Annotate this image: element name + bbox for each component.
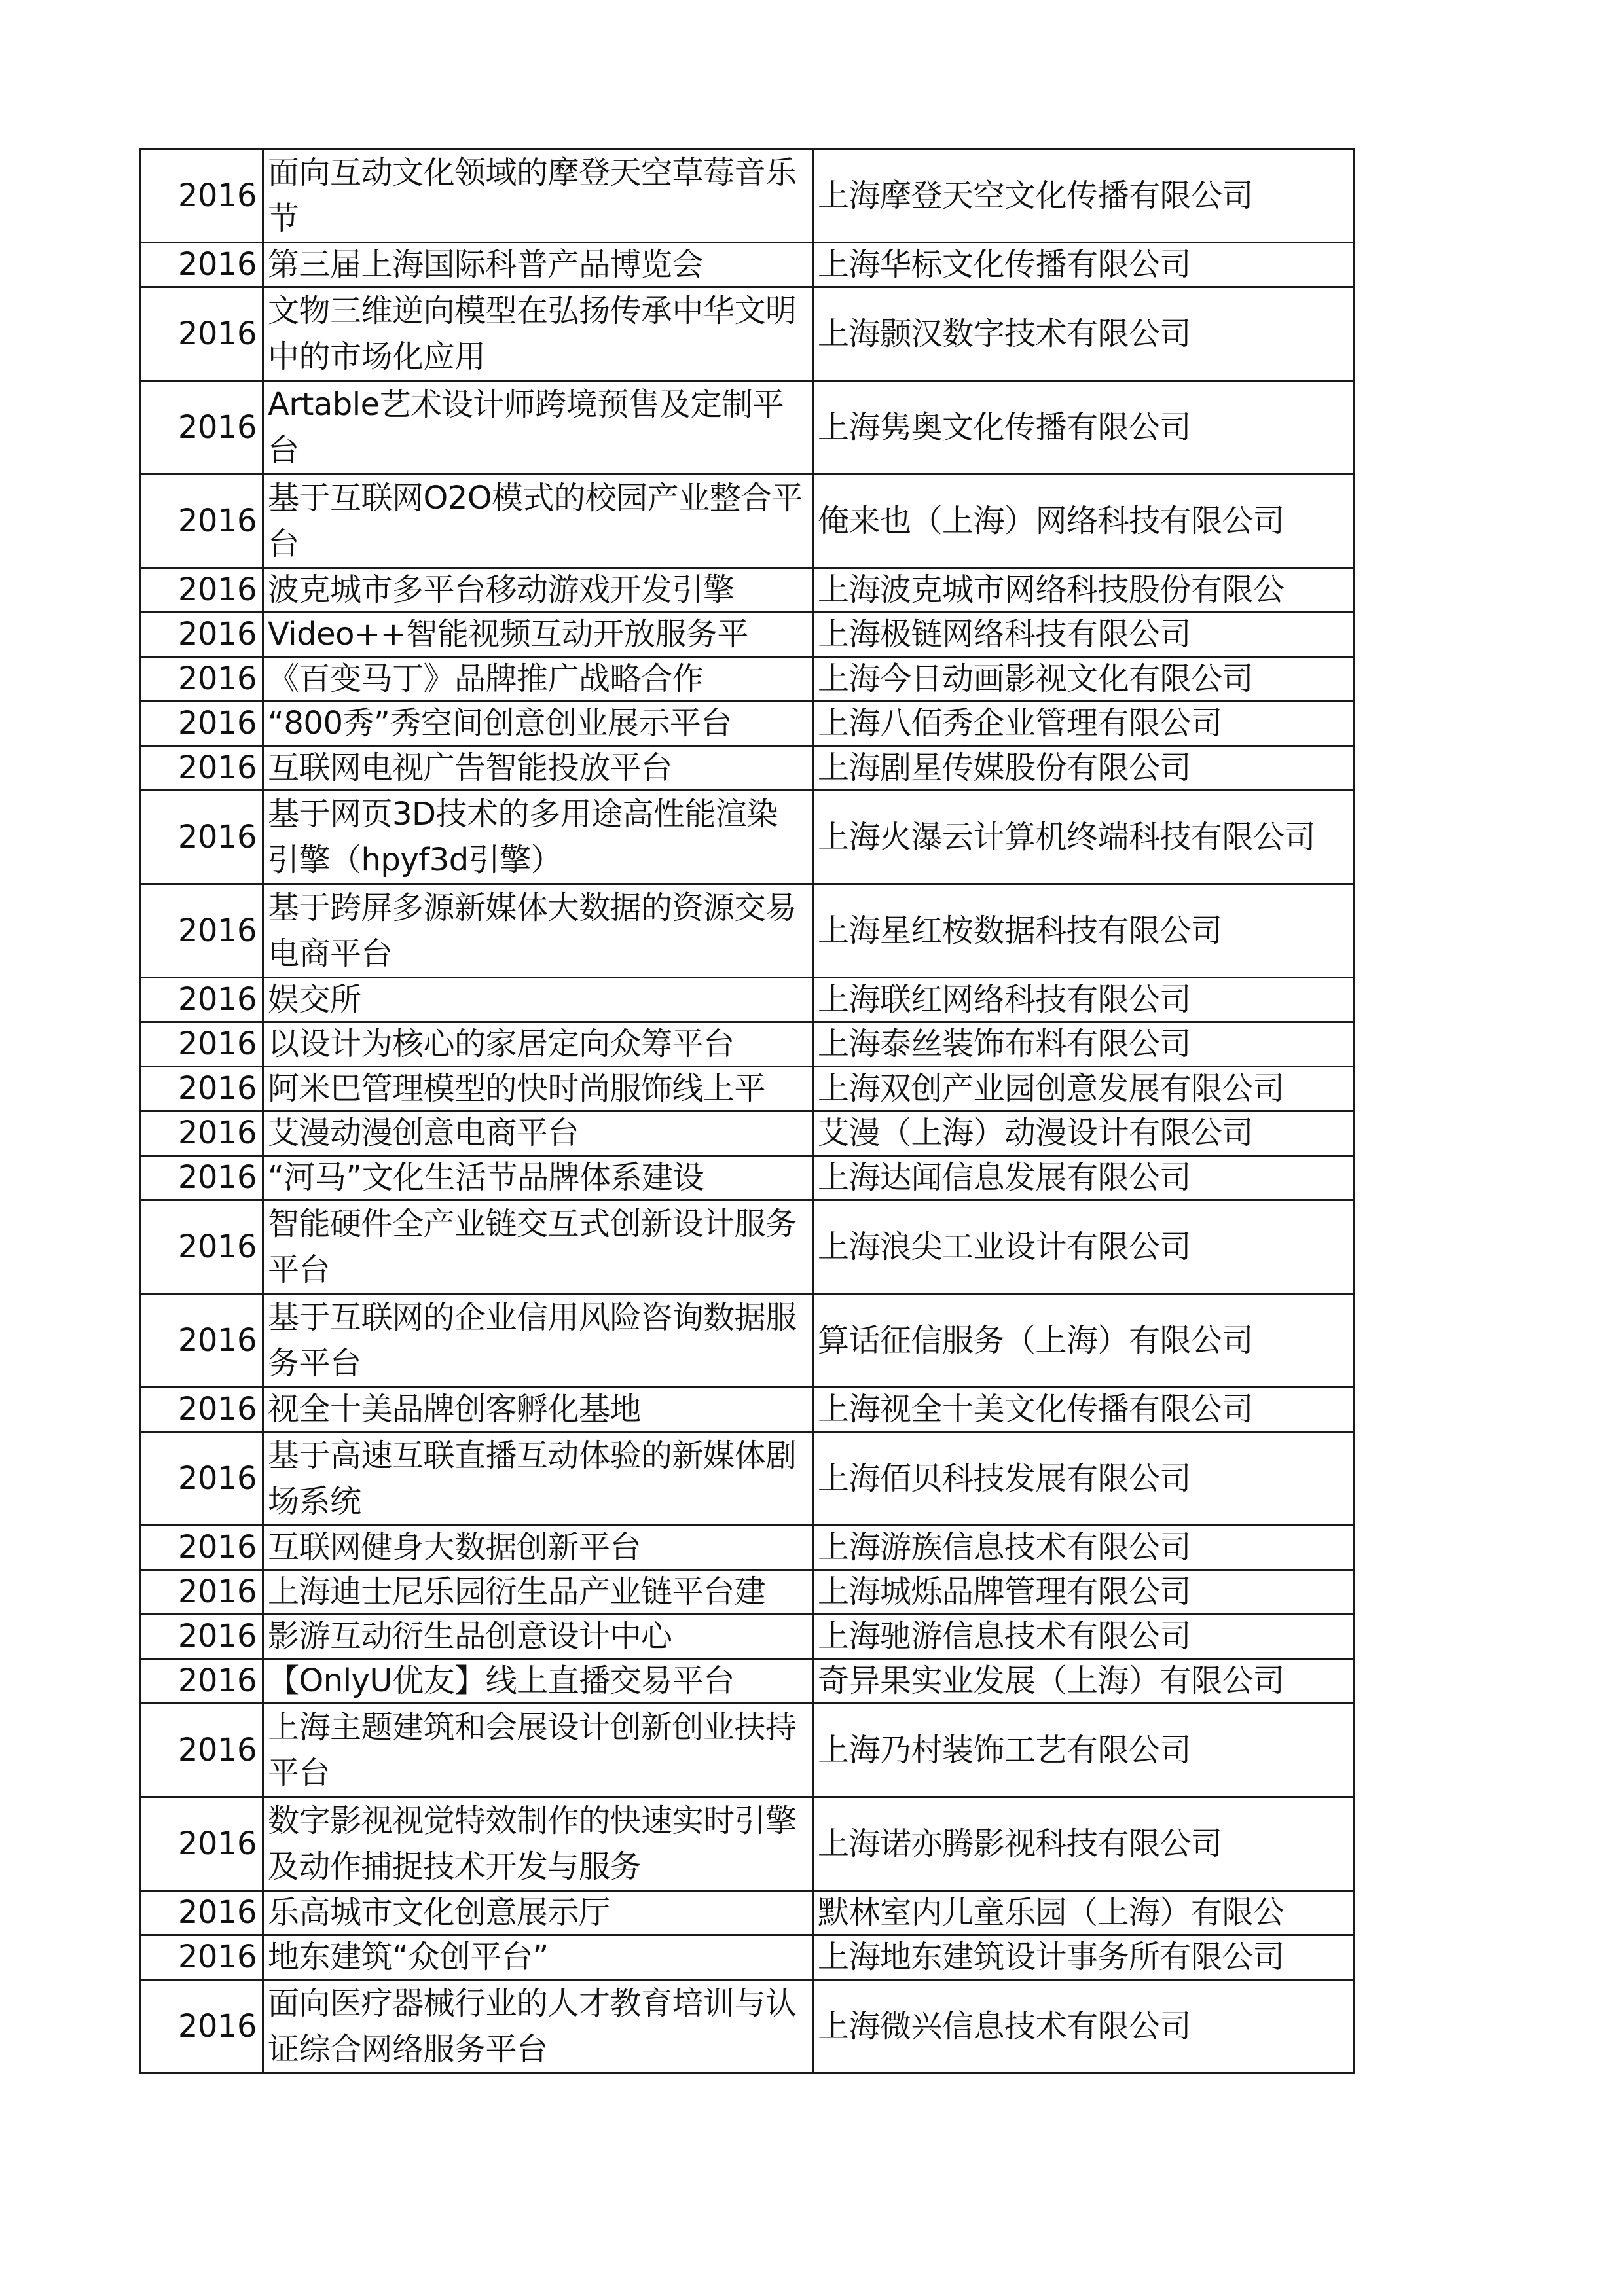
year-cell: 2016 (140, 1797, 263, 1891)
year-cell: 2016 (140, 746, 263, 791)
table-row (140, 1526, 1355, 1570)
year-cell: 2016 (140, 475, 263, 568)
project-name-text: 基于高速互联直播互动体验的新媒体剧场系统 (268, 1437, 797, 1520)
company-name-text: 上海视全十美文化传播有限公司 (818, 1391, 1254, 1427)
company-name-text: 上海极链网络科技有限公司 (818, 616, 1192, 653)
table-row (140, 978, 1355, 1022)
year-cell: 2016 (140, 657, 263, 702)
table-row (140, 1111, 1355, 1156)
project-name-cell (263, 1294, 813, 1388)
project-name-text: 艾漫动漫创意电商平台 (268, 1115, 579, 1151)
company-name-cell (813, 978, 1355, 1022)
project-name-cell (263, 613, 813, 657)
company-name-cell (813, 1659, 1355, 1704)
year-cell: 2016 (140, 287, 263, 381)
year-cell: 2016 (140, 613, 263, 657)
table-row (140, 149, 1355, 243)
company-name-cell (813, 613, 1355, 657)
project-name-text: 基于网页3D技术的多用途高性能渲染引擎（hpyf3d引擎） (268, 796, 778, 878)
year-cell: 2016 (140, 1200, 263, 1294)
project-name-cell (263, 381, 813, 475)
project-name-cell (263, 1935, 813, 1980)
year-cell: 2016 (140, 1388, 263, 1432)
project-name-cell (263, 287, 813, 381)
year-cell: 2016 (140, 1432, 263, 1526)
year-cell: 2016 (140, 381, 263, 475)
project-name-cell (263, 243, 813, 287)
project-name-cell (263, 746, 813, 791)
table-row (140, 1980, 1355, 2073)
company-name-text: 上海游族信息技术有限公司 (818, 1529, 1192, 1566)
project-name-text: 地东建筑“众创平台” (268, 1939, 549, 1975)
project-name-cell (263, 1570, 813, 1615)
project-name-text: 数字影视视觉特效制作的快速实时引擎及动作捕捉技术开发与服务 (268, 1803, 797, 1885)
company-name-cell (813, 1980, 1355, 2073)
table-row (140, 1156, 1355, 1200)
project-name-text: 《百变马丁》品牌推广战略合作 (268, 660, 704, 697)
company-name-cell (813, 381, 1355, 475)
company-name-cell (813, 657, 1355, 702)
company-name-cell (813, 1432, 1355, 1526)
project-name-text: 互联网电视广告智能投放平台 (268, 749, 672, 786)
project-name-text: 文物三维逆向模型在弘扬传承中华文明中的市场化应用 (268, 293, 797, 375)
company-name-text: 上海微兴信息技术有限公司 (818, 2008, 1192, 2045)
year-cell: 2016 (140, 1980, 263, 2073)
company-name-text: 上海联红网络科技有限公司 (818, 981, 1192, 1018)
year-cell: 2016 (140, 243, 263, 287)
project-name-cell (263, 475, 813, 568)
company-name-text: 艾漫（上海）动漫设计有限公司 (818, 1115, 1254, 1151)
company-name-cell (813, 884, 1355, 978)
company-name-text: 上海火瀑云计算机终端科技有限公司 (818, 819, 1316, 855)
company-name-text: 上海波克城市网络科技股份有限公 (818, 571, 1285, 608)
project-name-cell (263, 1432, 813, 1526)
table-row (140, 1797, 1355, 1891)
project-name-text: 互联网健身大数据创新平台 (268, 1529, 642, 1566)
table-row (140, 657, 1355, 702)
company-name-cell (813, 791, 1355, 884)
year-cell: 2016 (140, 1526, 263, 1570)
year-cell: 2016 (140, 1659, 263, 1704)
project-name-text: “800秀”秀空间创意创业展示平台 (268, 705, 732, 742)
company-name-text: 上海地东建筑设计事务所有限公司 (818, 1939, 1285, 1975)
company-name-text: 上海摩登天空文化传播有限公司 (818, 177, 1254, 214)
project-name-cell (263, 1704, 813, 1797)
project-name-cell (263, 1891, 813, 1935)
table-row (140, 1704, 1355, 1797)
project-name-text: 第三届上海国际科普产品博览会 (268, 246, 704, 283)
year-cell: 2016 (140, 1935, 263, 1980)
company-name-cell (813, 1891, 1355, 1935)
company-name-cell (813, 1067, 1355, 1111)
project-name-cell (263, 791, 813, 884)
company-name-text: 上海剧星传媒股份有限公司 (818, 749, 1192, 786)
project-name-cell (263, 1022, 813, 1067)
year-cell: 2016 (140, 1891, 263, 1935)
company-name-text: 上海泰丝装饰布料有限公司 (818, 1026, 1192, 1062)
project-name-cell (263, 978, 813, 1022)
year-cell: 2016 (140, 1294, 263, 1388)
year-cell: 2016 (140, 1615, 263, 1659)
year-cell: 2016 (140, 1022, 263, 1067)
project-name-cell (263, 1200, 813, 1294)
project-name-text: 基于跨屏多源新媒体大数据的资源交易电商平台 (268, 889, 797, 972)
project-name-text: 智能硬件全产业链交互式创新设计服务平台 (268, 1206, 797, 1288)
table-row (140, 884, 1355, 978)
table-row (140, 1935, 1355, 1980)
table-row (140, 746, 1355, 791)
company-name-cell (813, 475, 1355, 568)
company-name-text: 上海华标文化传播有限公司 (818, 246, 1192, 283)
year-cell: 2016 (140, 884, 263, 978)
company-name-text: 上海驰游信息技术有限公司 (818, 1618, 1192, 1655)
project-name-text: 娱交所 (268, 981, 361, 1018)
project-name-cell (263, 702, 813, 746)
project-name-text: 面向医疗器械行业的人才教育培训与认证综合网络服务平台 (268, 1985, 797, 2068)
year-cell: 2016 (140, 568, 263, 613)
company-name-text: 上海颢汉数字技术有限公司 (818, 315, 1192, 352)
year-cell: 2016 (140, 1111, 263, 1156)
company-name-cell (813, 287, 1355, 381)
table-row (140, 568, 1355, 613)
project-name-cell (263, 884, 813, 978)
table-row (140, 381, 1355, 475)
table-row (140, 287, 1355, 381)
company-name-text: 奇异果实业发展（上海）有限公司 (818, 1662, 1285, 1699)
company-name-text: 俺来也（上海）网络科技有限公司 (818, 503, 1285, 539)
company-name-cell (813, 1156, 1355, 1200)
company-name-cell (813, 746, 1355, 791)
company-name-cell (813, 243, 1355, 287)
company-name-text: 上海浪尖工业设计有限公司 (818, 1229, 1192, 1265)
table-body (140, 149, 1355, 2073)
company-name-text: 上海八佰秀企业管理有限公司 (818, 705, 1222, 742)
company-name-cell (813, 1935, 1355, 1980)
company-name-text: 上海双创产业园创意发展有限公司 (818, 1070, 1285, 1107)
company-name-cell (813, 1615, 1355, 1659)
table-row (140, 1067, 1355, 1111)
company-name-cell (813, 1797, 1355, 1891)
project-name-cell (263, 1980, 813, 2073)
company-name-cell (813, 1200, 1355, 1294)
project-table (139, 148, 1355, 2074)
project-name-text: 上海主题建筑和会展设计创新创业扶持平台 (268, 1709, 797, 1791)
year-cell: 2016 (140, 1704, 263, 1797)
table-row (140, 1615, 1355, 1659)
project-name-cell (263, 1615, 813, 1659)
table-row (140, 1388, 1355, 1432)
company-name-cell (813, 1294, 1355, 1388)
company-name-cell (813, 702, 1355, 746)
project-name-text: 影游互动衍生品创意设计中心 (268, 1618, 672, 1655)
company-name-text: 上海乃村装饰工艺有限公司 (818, 1732, 1192, 1768)
table-row (140, 1570, 1355, 1615)
company-name-cell (813, 149, 1355, 243)
year-cell: 2016 (140, 978, 263, 1022)
table-row (140, 1022, 1355, 1067)
project-name-cell (263, 1526, 813, 1570)
project-name-cell (263, 657, 813, 702)
project-name-text: 以设计为核心的家居定向众筹平台 (268, 1026, 735, 1062)
project-name-text: 面向互动文化领域的摩登天空草莓音乐节 (268, 154, 797, 237)
year-cell: 2016 (140, 702, 263, 746)
project-name-cell (263, 1156, 813, 1200)
project-name-cell (263, 149, 813, 243)
company-name-text: 上海星红桉数据科技有限公司 (818, 912, 1222, 949)
year-cell: 2016 (140, 1067, 263, 1111)
project-name-cell (263, 1388, 813, 1432)
project-name-text: “河马”文化生活节品牌体系建设 (268, 1159, 704, 1196)
project-name-text: 基于互联网的企业信用风险咨询数据服务平台 (268, 1299, 797, 1382)
table-row (140, 475, 1355, 568)
project-name-cell (263, 568, 813, 613)
company-name-cell (813, 568, 1355, 613)
table-row (140, 1200, 1355, 1294)
company-name-cell (813, 1526, 1355, 1570)
project-name-text: 【OnlyU优友】线上直播交易平台 (268, 1662, 735, 1699)
project-name-cell (263, 1797, 813, 1891)
project-name-text: 阿米巴管理模型的快时尚服饰线上平 (268, 1070, 766, 1107)
project-name-text: Video++智能视频互动开放服务平 (268, 616, 748, 653)
project-name-text: 基于互联网O2O模式的校园产业整合平台 (268, 480, 803, 562)
table-row (140, 702, 1355, 746)
year-cell: 2016 (140, 1570, 263, 1615)
company-name-text: 默林室内儿童乐园（上海）有限公 (818, 1894, 1285, 1931)
company-name-text: 上海城烁品牌管理有限公司 (818, 1573, 1192, 1610)
year-cell: 2016 (140, 791, 263, 884)
year-cell: 2016 (140, 1156, 263, 1200)
company-name-text: 上海隽奥文化传播有限公司 (818, 409, 1192, 446)
company-name-text: 上海今日动画影视文化有限公司 (818, 660, 1254, 697)
company-name-cell (813, 1111, 1355, 1156)
table-row (140, 1891, 1355, 1935)
project-name-text: Artable艺术设计师跨境预售及定制平台 (268, 386, 784, 469)
company-name-cell (813, 1022, 1355, 1067)
project-name-text: 视全十美品牌创客孵化基地 (268, 1391, 642, 1427)
project-name-cell (263, 1067, 813, 1111)
project-name-text: 上海迪士尼乐园衍生品产业链平台建 (268, 1573, 766, 1610)
company-name-text: 上海佰贝科技发展有限公司 (818, 1460, 1192, 1497)
company-name-cell (813, 1388, 1355, 1432)
table-row (140, 613, 1355, 657)
company-name-cell (813, 1704, 1355, 1797)
table-row (140, 243, 1355, 287)
project-name-text: 波克城市多平台移动游戏开发引擎 (268, 571, 735, 608)
project-name-cell (263, 1659, 813, 1704)
table-row (140, 1432, 1355, 1526)
company-name-cell (813, 1570, 1355, 1615)
company-name-text: 算话征信服务（上海）有限公司 (818, 1322, 1254, 1359)
project-name-text: 乐高城市文化创意展示厅 (268, 1894, 610, 1931)
table-row (140, 1294, 1355, 1388)
table-row (140, 791, 1355, 884)
project-name-cell (263, 1111, 813, 1156)
year-cell: 2016 (140, 149, 263, 243)
company-name-text: 上海诺亦腾影视科技有限公司 (818, 1825, 1222, 1862)
company-name-text: 上海达闻信息发展有限公司 (818, 1159, 1192, 1196)
table-row (140, 1659, 1355, 1704)
